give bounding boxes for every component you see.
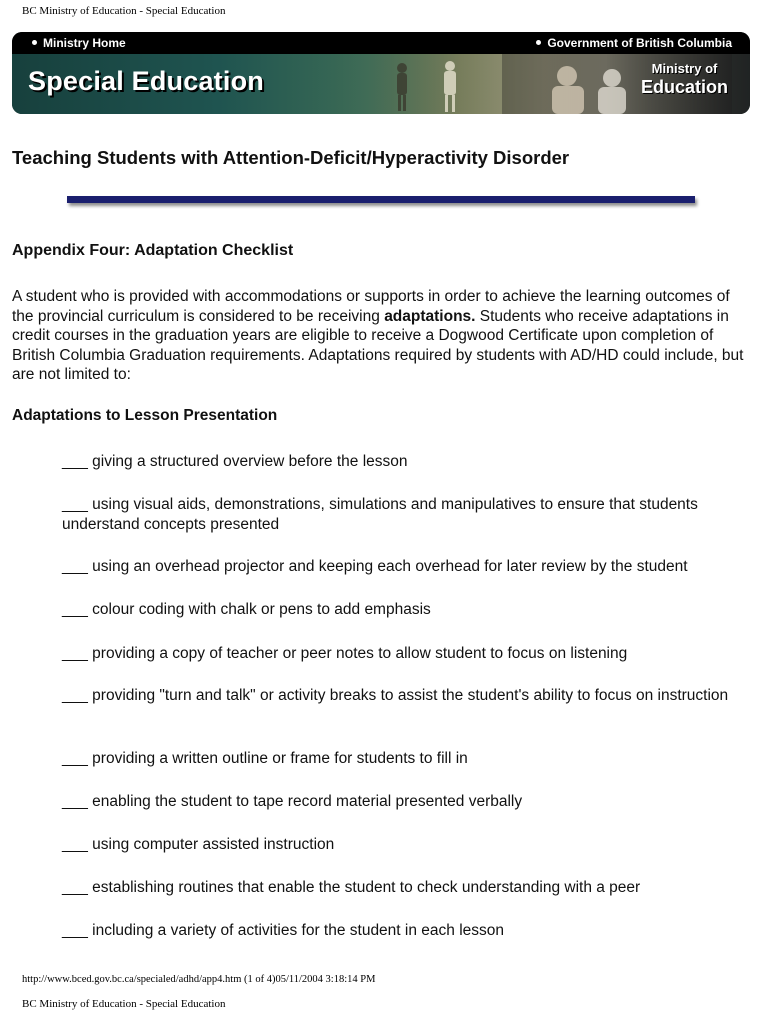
checklist-item: ___ using computer assisted instruction — [62, 836, 335, 853]
title-divider — [67, 196, 695, 203]
bullet-icon — [536, 40, 541, 45]
ministry-logo-line1: Ministry of — [651, 61, 718, 76]
bullet-icon — [32, 40, 37, 45]
checklist-item: ___ giving a structured overview before the lesson — [62, 453, 408, 470]
next-page-print-header: BC Ministry of Education - Special Education — [22, 998, 226, 1010]
banner-body — [12, 54, 750, 114]
intro-paragraph — [12, 287, 752, 385]
government-bc-label: Government of British Columbia — [547, 36, 732, 50]
checklist-item: ___ enabling the student to tape record material presented verbally — [62, 793, 523, 810]
page-title: Teaching Students with Attention-Deficit/Hyperactivity Disorder — [12, 147, 570, 168]
checklist-item: ___ colour coding with chalk or pens to add emphasis — [62, 601, 431, 618]
government-bc-link[interactable] — [536, 36, 732, 50]
checklist-item: ___ providing a written outline or frame for students to fill in — [62, 750, 468, 767]
intro-text-start: A student who is provided with accommodations or supports in order to achieve the learning outcomes of the provincial curriculum is considered to be receiving — [12, 288, 730, 325]
ministry-home-link[interactable] — [32, 36, 126, 50]
section-heading: Appendix Four: Adaptation Checklist — [12, 242, 294, 259]
checklist-item: ___ using an overhead projector and keeping each overhead for later review by the student — [62, 558, 688, 575]
print-footer-url: http://www.bced.gov.bc.ca/specialed/adhd/app4.htm (1 of 4)05/11/2004 3:18:14 PM — [22, 974, 376, 985]
intro-text-end: Students who receive adaptations in credit courses in the graduation years are eligible to receive a Dogwood Certificate upon completion of British Columbia Graduation requirements. Adaptations required by students with AD/HD could include, but are not limited to: — [12, 307, 744, 383]
site-banner — [12, 32, 750, 114]
checklist-item: ___ including a variety of activities for the student in each lesson — [62, 922, 505, 939]
ministry-home-label: Ministry Home — [43, 36, 126, 50]
ministry-logo-line2: Education — [640, 77, 728, 97]
checklist-item: ___ establishing routines that enable the student to check understanding with a peer — [62, 879, 641, 896]
print-header: BC Ministry of Education - Special Education — [22, 5, 226, 17]
checklist-item: ___ providing a copy of teacher or peer notes to allow student to focus on listening — [62, 645, 628, 662]
checklist-item: ___ providing "turn and talk" or activity breaks to assist the student's ability to focus on instruction — [62, 687, 729, 704]
banner-nav-bar — [12, 32, 750, 54]
ministry-logo — [641, 60, 728, 96]
subsection-heading: Adaptations to Lesson Presentation — [12, 407, 278, 424]
checklist-item: ___ using visual aids, demonstrations, simulations and manipulatives to ensure that students understand concepts presented — [62, 496, 698, 533]
banner-title: Special Education — [28, 66, 264, 96]
intro-bold-term: adaptations. — [384, 307, 476, 325]
